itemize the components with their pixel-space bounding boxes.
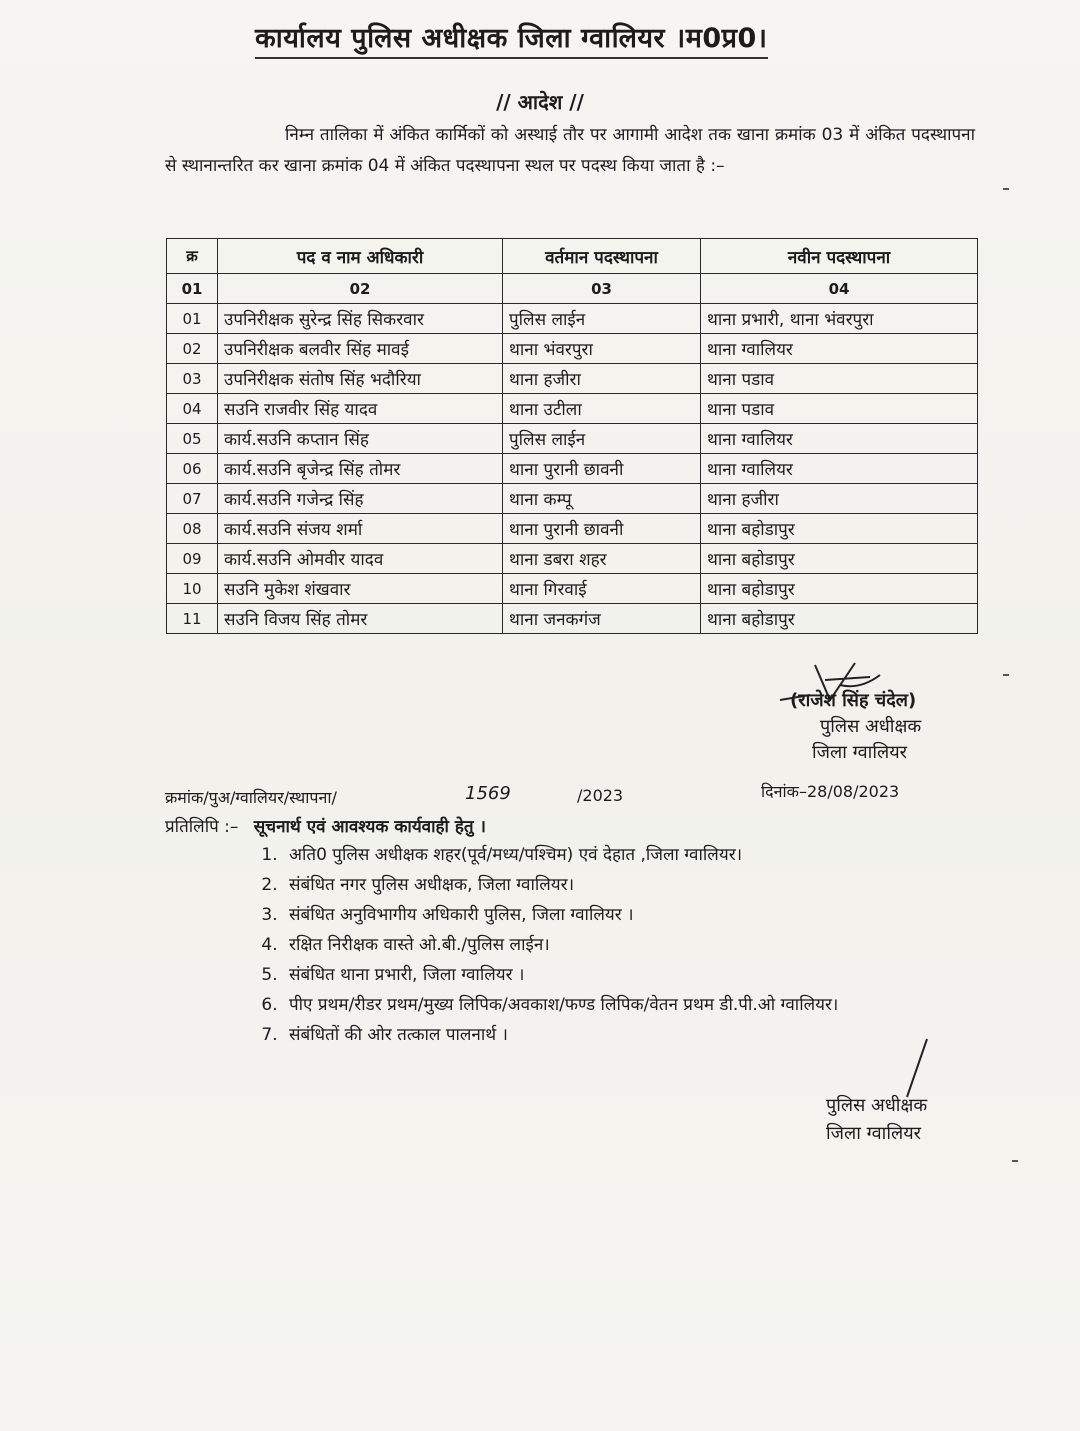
column-number: 01	[167, 274, 218, 304]
table-row	[167, 334, 978, 364]
date-label: दिनांक–	[761, 782, 807, 801]
signatory-name: (राजेश सिंह चंदेल)	[790, 690, 917, 711]
table-header-row	[167, 239, 978, 274]
cell-officer-name: कार्य.सउनि ओमवीर यादव	[218, 544, 503, 574]
table-row	[167, 364, 978, 394]
cell-officer-name: कार्य.सउनि कप्तान सिंह	[218, 424, 503, 454]
cell-new-posting: थाना प्रभारी, थाना भंवरपुरा	[701, 304, 978, 334]
table-row	[167, 544, 978, 574]
transfer-table	[166, 238, 978, 634]
signatory-block	[790, 688, 921, 766]
signatory-designation: पुलिस अधीक्षक	[820, 716, 922, 737]
distribution-item: 2. संबंधित नगर पुलिस अधीक्षक, जिला ग्वालियर।	[283, 870, 1018, 900]
table-row	[167, 394, 978, 424]
cell-sno: 03	[167, 364, 218, 394]
distribution-item: 5. संबंधित थाना प्रभारी, जिला ग्वालियर ।	[283, 960, 1018, 990]
order-heading: // आदेश //	[496, 90, 584, 114]
cell-sno: 07	[167, 484, 218, 514]
cell-new-posting: थाना ग्वालियर	[701, 334, 978, 364]
table-row	[167, 514, 978, 544]
cell-sno: 08	[167, 514, 218, 544]
column-number-row	[167, 274, 978, 304]
date-month-year: /08/2023	[827, 782, 900, 801]
table-row	[167, 454, 978, 484]
cell-officer-name: सउनि राजवीर सिंह यादव	[218, 394, 503, 424]
cell-officer-name: कार्य.सउनि गजेन्द्र सिंह	[218, 484, 503, 514]
reference-number: 1569	[465, 783, 511, 804]
distribution-item: 7. संबंधितों की ओर तत्काल पालनार्थ ।	[283, 1020, 1018, 1050]
column-number: 03	[503, 274, 701, 304]
cell-current-posting: थाना पुरानी छावनी	[503, 454, 701, 484]
reference-year: /2023	[577, 786, 624, 805]
cell-current-posting: थाना भंवरपुरा	[503, 334, 701, 364]
footer-designation: पुलिस अधीक्षक	[826, 1095, 928, 1116]
cell-new-posting: थाना ग्वालियर	[701, 454, 978, 484]
copy-to-line	[165, 814, 486, 837]
cell-new-posting: थाना पडाव	[701, 364, 978, 394]
cell-new-posting: थाना बहोडापुर	[701, 574, 978, 604]
header-name: पद व नाम अधिकारी	[218, 239, 503, 274]
cell-new-posting: थाना बहोडापुर	[701, 604, 978, 634]
cell-officer-name: उपनिरीक्षक बलवीर सिंह मावई	[218, 334, 503, 364]
distribution-item: 1. अति0 पुलिस अधीक्षक शहर(पूर्व/मध्य/पश्चिम) एवं देहात ,जिला ग्वालियर।	[283, 840, 1018, 870]
intro-text: निम्न तालिका में अंकित कार्मिकों को अस्थाई तौर पर आगामी आदेश तक खाना क्रमांक 03 में अंकित पदस्थापना से स्थानान्तरित कर खाना क्रमांक 04 में अंकित पदस्थापना स्थल पर पदस्थ किया जाता है :–	[165, 125, 975, 176]
column-number: 04	[701, 274, 978, 304]
cell-sno: 10	[167, 574, 218, 604]
cell-current-posting: थाना जनकगंज	[503, 604, 701, 634]
table-row	[167, 424, 978, 454]
distribution-item: 6. पीए प्रथम/रीडर प्रथम/मुख्य लिपिक/अवकाश/फण्ड लिपिक/वेतन प्रथम डी.पी.ओ ग्वालियर।	[283, 990, 1018, 1020]
cell-sno: 04	[167, 394, 218, 424]
cell-current-posting: थाना कम्पू	[503, 484, 701, 514]
cell-sno: 01	[167, 304, 218, 334]
scan-mark	[1003, 188, 1009, 190]
cell-officer-name: कार्य.सउनि संजय शर्मा	[218, 514, 503, 544]
date-day: 28	[806, 782, 828, 801]
header-current-posting: वर्तमान पदस्थापना	[503, 239, 701, 274]
cell-new-posting: थाना बहोडापुर	[701, 514, 978, 544]
cell-officer-name: उपनिरीक्षक सुरेन्द्र सिंह सिकरवार	[218, 304, 503, 334]
cell-sno: 06	[167, 454, 218, 484]
scan-mark	[1012, 1160, 1018, 1162]
cell-new-posting: थाना बहोडापुर	[701, 544, 978, 574]
cell-current-posting: थाना गिरवाई	[503, 574, 701, 604]
cell-officer-name: सउनि मुकेश शंखवार	[218, 574, 503, 604]
cell-officer-name: कार्य.सउनि बृजेन्द्र सिंह तोमर	[218, 454, 503, 484]
order-date	[761, 780, 899, 802]
cell-officer-name: सउनि विजय सिंह तोमर	[218, 604, 503, 634]
reference-line	[165, 782, 975, 808]
distribution-item: 4. रक्षित निरीक्षक वास्ते ओ.बी./पुलिस लाईन।	[283, 930, 1018, 960]
cell-sno: 05	[167, 424, 218, 454]
table-row	[167, 304, 978, 334]
scan-mark	[1003, 674, 1009, 676]
cell-current-posting: पुलिस लाईन	[503, 304, 701, 334]
table-row	[167, 604, 978, 634]
distribution-item: 3. संबंधित अनुविभागीय अधिकारी पुलिस, जिला ग्वालियर ।	[283, 900, 1018, 930]
header-new-posting: नवीन पदस्थापना	[701, 239, 978, 274]
distribution-list	[255, 840, 1018, 1050]
cell-officer-name: उपनिरीक्षक संतोष सिंह भदौरिया	[218, 364, 503, 394]
reference-prefix: क्रमांक/पुअ/ग्वालियर/स्थापना/	[165, 788, 337, 807]
footer-district: जिला ग्वालियर	[826, 1123, 922, 1144]
footer-signatory	[826, 1092, 927, 1148]
cell-sno: 11	[167, 604, 218, 634]
intro-paragraph	[165, 120, 975, 182]
copy-title: सूचनार्थ एवं आवश्यक कार्यवाही हेतु ।	[253, 817, 486, 837]
cell-current-posting: थाना उटीला	[503, 394, 701, 424]
cell-current-posting: थाना डबरा शहर	[503, 544, 701, 574]
column-number: 02	[218, 274, 503, 304]
cell-sno: 09	[167, 544, 218, 574]
table-row	[167, 484, 978, 514]
signatory-district: जिला ग्वालियर	[812, 742, 908, 763]
cell-new-posting: थाना हजीरा	[701, 484, 978, 514]
cell-current-posting: पुलिस लाईन	[503, 424, 701, 454]
office-title: कार्यालय पुलिस अधीक्षक जिला ग्वालियर ।म0प्र0।	[255, 18, 768, 59]
cell-current-posting: थाना हजीरा	[503, 364, 701, 394]
cell-new-posting: थाना पडाव	[701, 394, 978, 424]
cell-current-posting: थाना पुरानी छावनी	[503, 514, 701, 544]
table-row	[167, 574, 978, 604]
cell-new-posting: थाना ग्वालियर	[701, 424, 978, 454]
header-sno: क्र	[167, 239, 218, 274]
copy-label: प्रतिलिपि :–	[165, 817, 239, 837]
cell-sno: 02	[167, 334, 218, 364]
